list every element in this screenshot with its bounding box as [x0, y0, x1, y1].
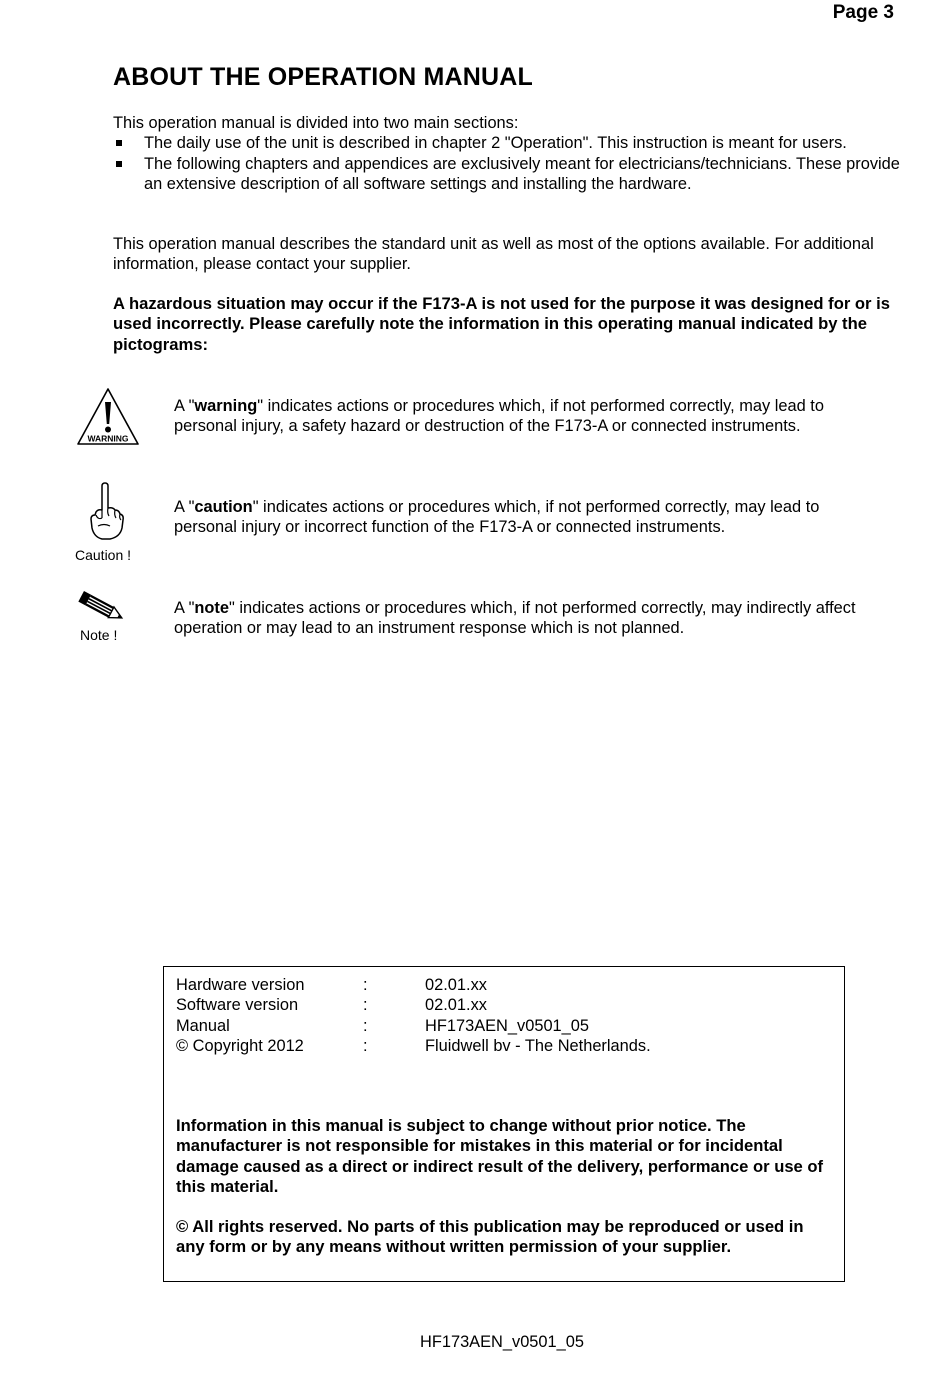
version-separator: : — [363, 996, 368, 1015]
pencil-icon — [74, 590, 128, 631]
version-value: HF173AEN_v0501_05 — [425, 1016, 590, 1035]
warning-icon-label: WARNING — [87, 433, 129, 444]
disclaimer-text: Information in this manual is subject to change without prior notice. The manufacturer is not responsible for mistakes in this material or for incidental damage caused as a direct or indirect result of the delivery, performance or use of this material. — [176, 1116, 824, 1196]
rights-reserved-text: © All rights reserved. No parts of this publication may be reproduced or used in any form or by any means without written permission of your supplier. — [176, 1217, 804, 1257]
intro-bullet-list — [113, 133, 903, 194]
note-icon-label: Note ! — [80, 627, 118, 643]
footer-doc-code: HF173AEN_v0501_05 — [419, 1333, 585, 1351]
version-key: © Copyright 2012 — [176, 1036, 304, 1055]
version-separator: : — [363, 1016, 368, 1035]
version-separator: : — [363, 976, 368, 994]
page-title: ABOUT THE OPERATION MANUAL — [113, 63, 533, 91]
raised-finger-hand-icon — [86, 482, 126, 547]
caution-icon-label: Caution ! — [75, 547, 132, 563]
version-value: Fluidwell bv - The Netherlands. — [425, 1036, 651, 1055]
warning-triangle-icon — [75, 386, 141, 453]
note-description: A "note" indicates actions or procedures which, if not performed correctly, may indirectly affect operation or may lead to an instrument response which is not planned. — [174, 599, 856, 638]
warning-description: A "warning" indicates actions or procedures which, if not performed correctly, may lead to personal injury, a safety hazard or destruction of the F173-A or connected instruments. — [174, 397, 824, 436]
caution-description: A "caution" indicates actions or procedures which, if not performed correctly, may lead to personal injury or incorrect function of the F173-A or connected instruments. — [174, 498, 820, 537]
version-key: Manual — [176, 1016, 230, 1035]
version-key: Software version — [176, 996, 299, 1015]
version-info-box — [163, 966, 845, 1282]
page-number: Page 3 — [832, 2, 894, 23]
version-key: Hardware version — [176, 976, 305, 994]
bullet-item-technicians: The following chapters and appendices are exclusively meant for electricians/technicians. These provide an extensive description of all software settings and installing the hardware. — [113, 154, 903, 195]
bullet-item-operation: The daily use of the unit is described in chapter 2 "Operation". This instruction is meant for users. — [113, 133, 903, 153]
intro-lead: This operation manual is divided into two main sections: — [113, 114, 519, 132]
scope-paragraph: This operation manual describes the standard unit as well as most of the options available. For additional information, please contact your supplier. — [113, 235, 874, 274]
version-value: 02.01.xx — [425, 996, 487, 1015]
caution-keyword: caution — [194, 498, 253, 516]
hazard-paragraph: A hazardous situation may occur if the F173-A is not used for the purpose it was designed for or is used incorrectly. Please carefully note the information in this operating manual indicated by the pictograms: — [113, 294, 890, 354]
intro-section — [113, 113, 903, 194]
warning-keyword: warning — [194, 397, 258, 415]
version-separator: : — [363, 1036, 368, 1055]
note-keyword: note — [194, 599, 230, 617]
version-value: 02.01.xx — [425, 976, 487, 994]
